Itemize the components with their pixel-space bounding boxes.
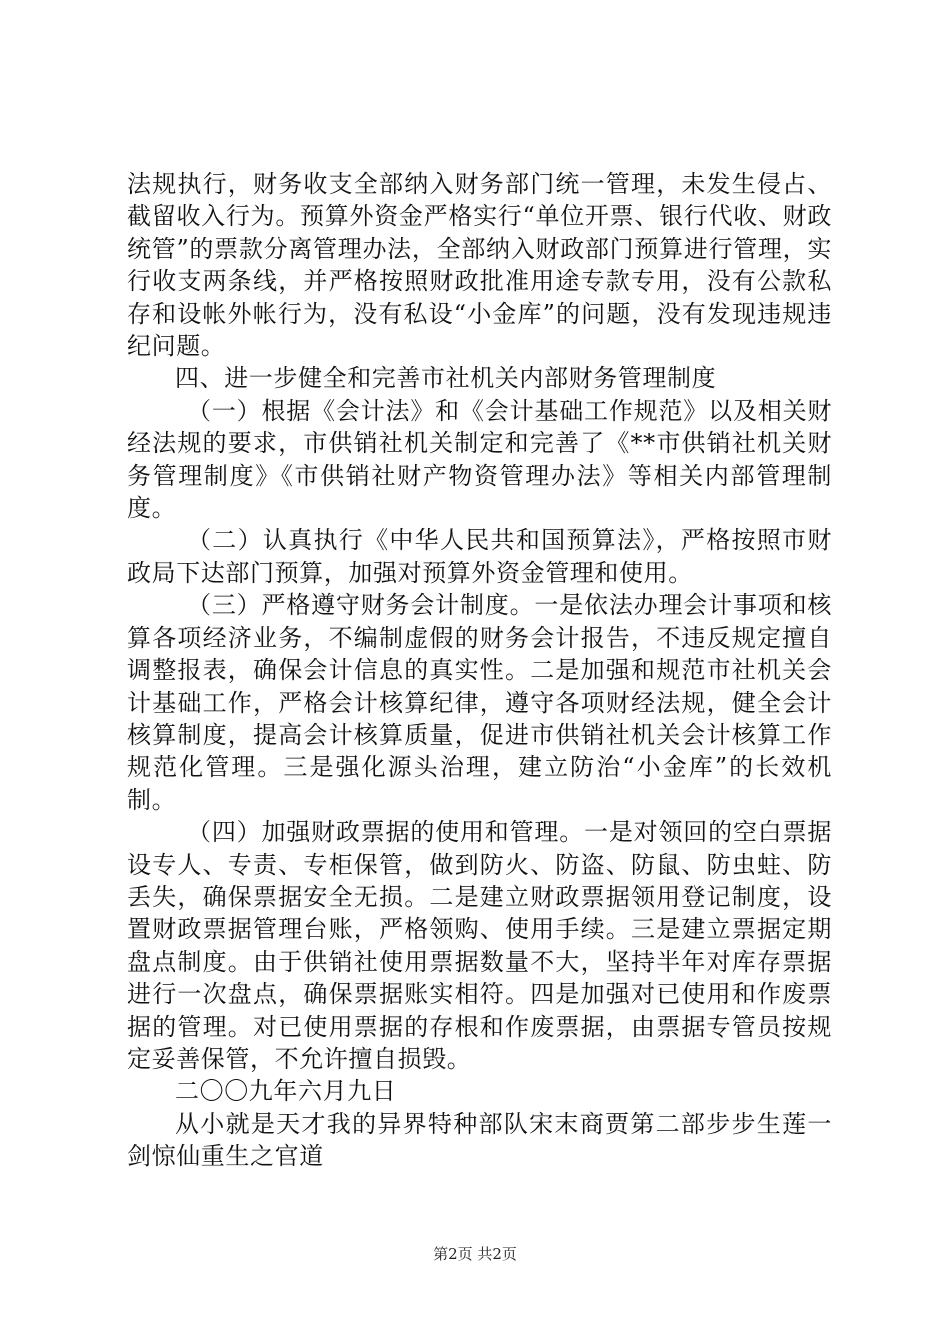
- paragraph-item-four: （四）加强财政票据的使用和管理。一是对领回的空白票据设专人、专责、专柜保管，做到防火、防盗、防鼠、防虫蛀、防丢失，确保票据安全无损。二是建立财政票据领用登记制度，设置财政票据管理台账，严格领购、使用手续。三是建立票据定期盘点制度。由于供销社使用票据数量不大，坚持半年对库存票据进行一次盘点，确保票据账实相符。四是加强对已使用和作废票据的管理。对已使用票据的存根和作废票据，由票据专管员按规定妥善保管，不允许擅自损毁。: [127, 818, 832, 1073]
- trailing-text: 从小就是天才我的异界特种部队宋末商贾第二部步步生莲一剑惊仙重生之官道: [127, 1109, 832, 1171]
- paragraph-item-two: （二）认真执行《中华人民共和国预算法》，严格按照市财政局下达部门预算，加强对预算外资金管理和使用。: [127, 526, 832, 587]
- document-date: 二〇〇九年六月九日: [175, 1077, 397, 1106]
- page-footer: 第2页 共2页: [433, 1245, 517, 1263]
- document-body: [127, 168, 832, 1173]
- paragraph-continuation: 法规执行，财务收支全部纳入财务部门统一管理，未发生侵占、截留收入行为。预算外资金严格实行“单位开票、银行代收、财政统管”的票款分离管理办法，全部纳入财政部门预算进行管理，实行收支两条线，并严格按照财政批准用途专款专用，没有公款私存和设帐外帐行为，没有私设“小金库”的问题，没有发现违规违纪问题。: [127, 170, 832, 361]
- section-heading-four: 四、进一步健全和完善市社机关内部财务管理制度: [175, 364, 717, 393]
- paragraph-item-three: （三）严格遵守财务会计制度。一是依法办理会计事项和核算各项经济业务，不编制虚假的财务会计报告，不违反规定擅自调整报表，确保会计信息的真实性。二是加强和规范市社机关会计基础工作，严格会计核算纪律，遵守各项财经法规，健全会计核算制度，提高会计核算质量，促进市供销社机关会计核算工作规范化管理。三是强化源头治理，建立防治“小金库”的长效机制。: [127, 591, 832, 814]
- paragraph-item-one: （一）根据《会计法》和《会计基础工作规范》以及相关财经法规的要求，市供销社机关制定和完善了《**市供销社机关财务管理制度》《市供销社财产物资管理办法》等相关内部管理制度。: [127, 396, 832, 523]
